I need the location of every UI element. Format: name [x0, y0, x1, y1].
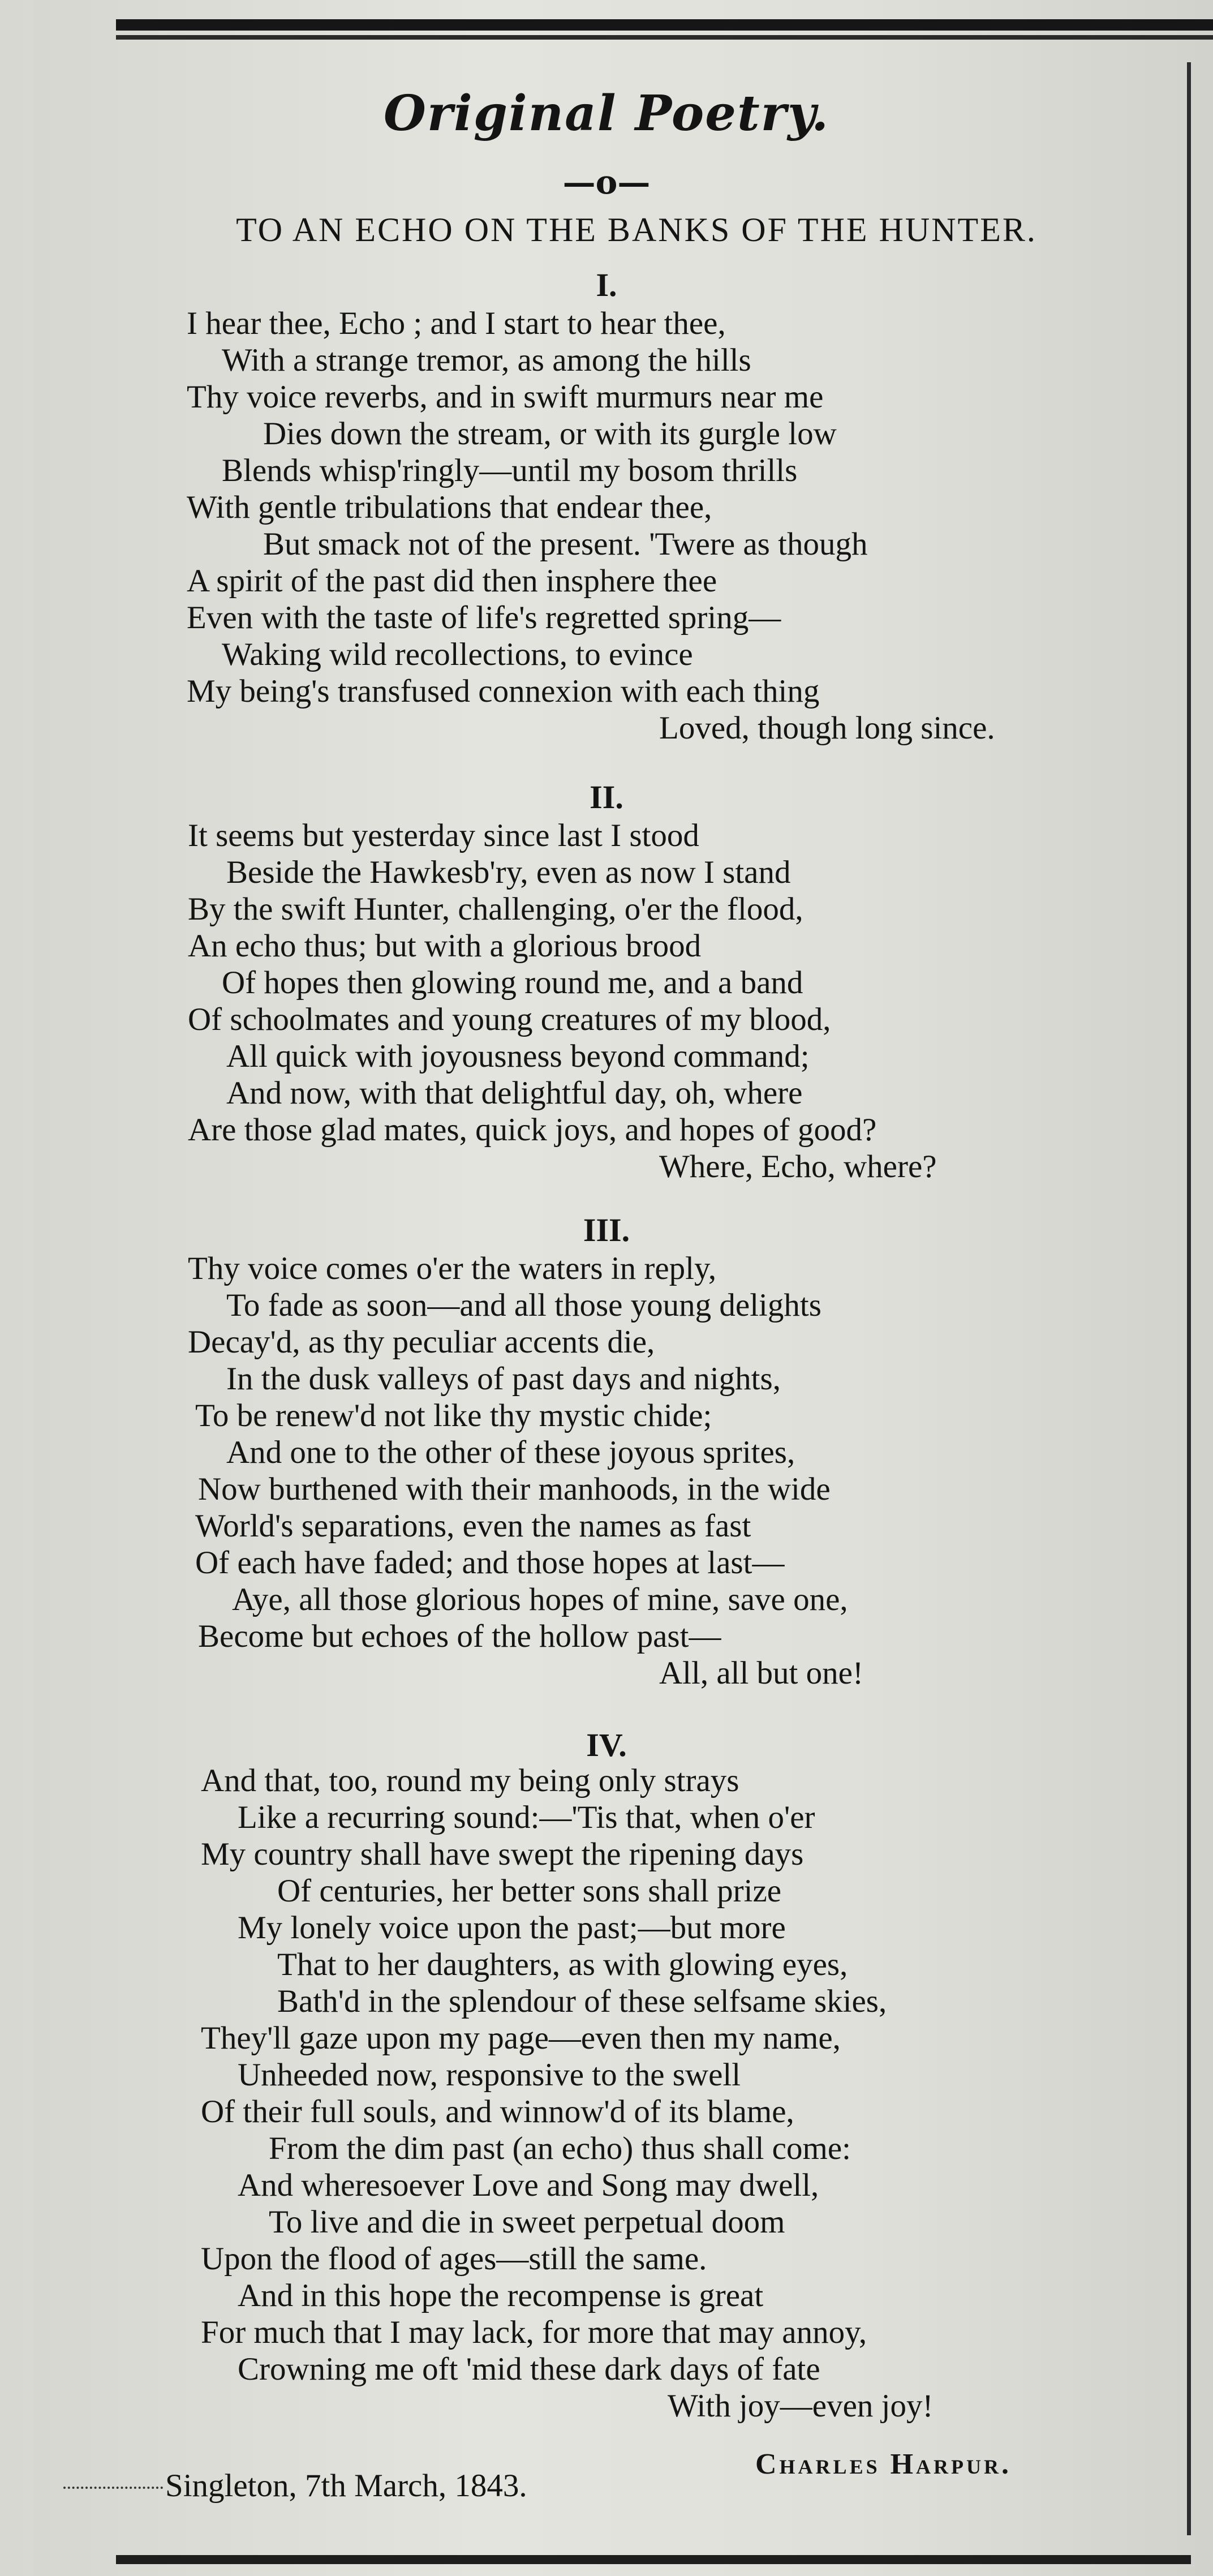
poem-line: Thy voice comes o'er the waters in reply,	[188, 1251, 717, 1286]
poem-line: Are those glad mates, quick joys, and hopes of good?	[188, 1112, 877, 1148]
poem-line: With joy—even joy!	[668, 2388, 934, 2424]
poem-line: Bath'd in the splendour of these selfsame skies,	[277, 1983, 887, 2019]
poem-line: Loved, though long since.	[659, 710, 995, 746]
poem-line: Beside the Hawkesb'ry, even as now I stand	[226, 855, 791, 890]
poem-line: It seems but yesterday since last I stood	[188, 818, 699, 853]
dateline-leader	[63, 2487, 163, 2489]
poem-line: Dies down the stream, or with its gurgle low	[263, 416, 837, 452]
poem-line: They'll gaze upon my page—even then my name,	[201, 2020, 841, 2056]
poem-line: Like a recurring sound:—'Tis that, when o'er	[238, 1800, 815, 1835]
poem-line: And wheresoever Love and Song may dwell,	[238, 2167, 819, 2203]
poem-line: Of schoolmates and young creatures of my blood,	[188, 1002, 831, 1037]
stanza-numeral: IV.	[586, 1727, 627, 1763]
poem-line: Of centuries, her better sons shall prize	[277, 1873, 782, 1909]
poem-line: Become but echoes of the hollow past—	[198, 1618, 721, 1654]
stanza-numeral: II.	[590, 779, 623, 815]
stanza-numeral: I.	[596, 267, 617, 303]
poem-line: And that, too, round my being only strays	[201, 1763, 739, 1798]
poem-line: I hear thee, Echo ; and I start to hear thee,	[187, 306, 726, 341]
poem-line: Upon the flood of ages—still the same.	[201, 2241, 707, 2277]
poem-line: Now burthened with their manhoods, in the wide	[198, 1471, 831, 1507]
poem-line: My country shall have swept the ripening days	[201, 1836, 804, 1872]
poem-line: By the swift Hunter, challenging, o'er the flood,	[188, 891, 803, 927]
section-divider: —o—	[562, 163, 651, 201]
poem-line: My being's transfused connexion with each thing	[187, 673, 820, 709]
poem-line: Decay'd, as thy peculiar accents die,	[188, 1324, 655, 1360]
bottom-rule	[116, 2555, 1191, 2564]
poem-line: Of hopes then glowing round me, and a band	[222, 965, 803, 1001]
poem-line: Where, Echo, where?	[659, 1149, 937, 1184]
poem-line: Thy voice reverbs, and in swift murmurs near me	[187, 379, 824, 415]
poem-line: All, all but one!	[659, 1655, 863, 1691]
poem-line: A spirit of the past did then insphere thee	[187, 563, 717, 599]
poem-line: An echo thus; but with a glorious brood	[188, 928, 702, 964]
poem-line: All quick with joyousness beyond command;	[226, 1038, 810, 1074]
poem-line: Crowning me oft 'mid these dark days of fate	[238, 2351, 820, 2387]
poem-line: Even with the taste of life's regretted spring—	[187, 600, 781, 636]
poem-line: To live and die in sweet perpetual doom	[269, 2204, 785, 2240]
section-heading: Original Poetry.	[383, 85, 830, 142]
poem-line: And in this hope the recompense is great	[238, 2278, 764, 2313]
poem-line: That to her daughters, as with glowing eyes,	[277, 1947, 848, 1982]
poem-line: To be renew'd not like thy mystic chide;	[195, 1398, 712, 1433]
poem-line: From the dim past (an echo) thus shall come:	[269, 2131, 851, 2166]
poem-line: World's separations, even the names as fast	[195, 1508, 751, 1544]
poem-line: Blends whisp'ringly—until my bosom thrills	[222, 453, 798, 488]
poem-line: Of their full souls, and winnow'd of its blame,	[201, 2094, 794, 2130]
poem-line: Waking wild recollections, to evince	[222, 637, 693, 672]
poem-title: TO AN ECHO ON THE BANKS OF THE HUNTER.	[236, 211, 1037, 248]
poem-line: Of each have faded; and those hopes at last—	[195, 1545, 785, 1581]
poem-line: Unheeded now, responsive to the swell	[238, 2057, 741, 2093]
poem-line: And one to the other of these joyous sprites,	[226, 1435, 795, 1470]
dateline: Singleton, 7th March, 1843.	[165, 2468, 527, 2504]
poem-line: My lonely voice upon the past;—but more	[238, 1910, 786, 1946]
poem-line: With gentle tribulations that endear thee,	[187, 490, 712, 525]
poem-line: For much that I may lack, for more that may annoy,	[201, 2315, 867, 2350]
poem-line: To fade as soon—and all those young delights	[226, 1287, 821, 1323]
poem-line: With a strange tremor, as among the hills	[222, 342, 751, 378]
stanza-numeral: III.	[583, 1212, 630, 1248]
poem-line: In the dusk valleys of past days and nights,	[226, 1361, 781, 1397]
author-signature: Charles Harpur.	[755, 2448, 1012, 2480]
poem-line: And now, with that delightful day, oh, where	[226, 1075, 803, 1111]
poem-line: But smack not of the present. 'Twere as though	[263, 526, 868, 562]
poem-line: Aye, all those glorious hopes of mine, save one,	[232, 1582, 848, 1617]
